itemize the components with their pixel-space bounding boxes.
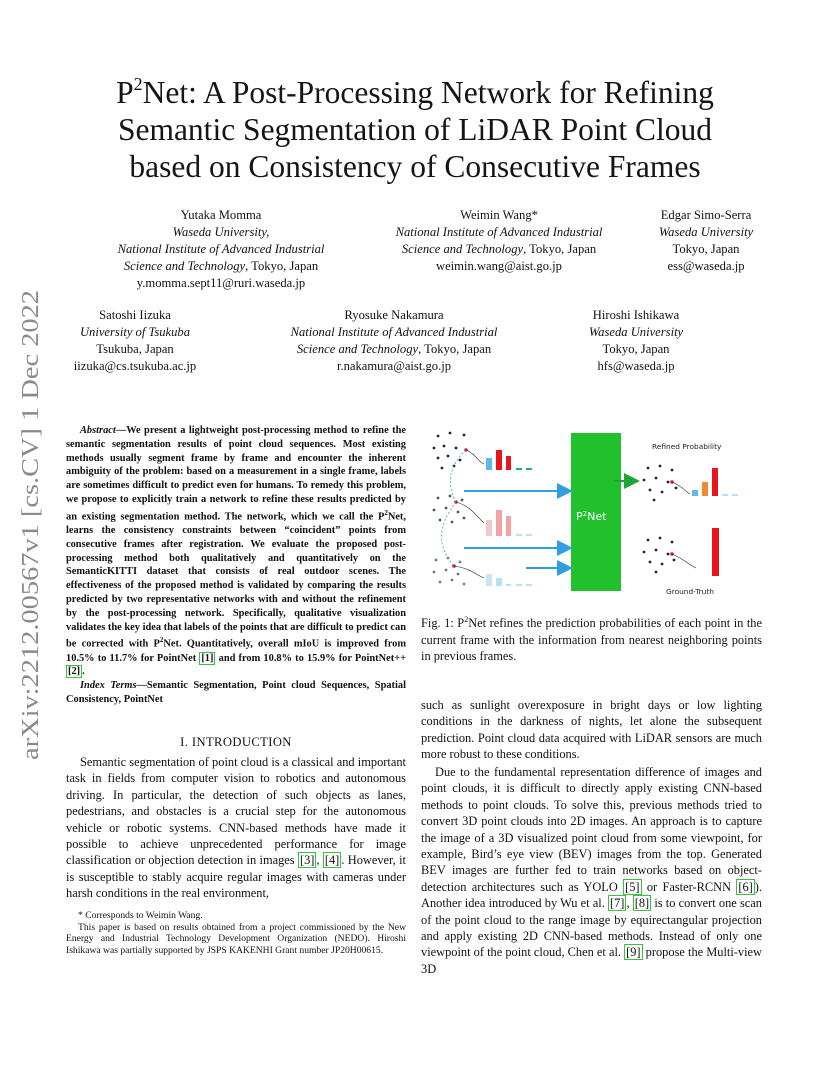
author-location: Tokyo, Japan <box>602 342 670 356</box>
body-text: , <box>626 896 633 911</box>
prob-bars-2 <box>486 510 532 536</box>
body-text: . However, it is susceptible to stably acquire regular images with cameras under harsh conditions in the real environment, <box>66 853 406 901</box>
refined-probability-label: Refined Probability <box>652 442 722 451</box>
figure-caption <box>421 612 762 664</box>
index-terms-label: Index Terms <box>80 680 137 692</box>
author-affiliation: Waseda University <box>658 225 754 239</box>
title-sup: 2 <box>133 74 143 94</box>
author-block-5 <box>272 307 516 375</box>
author-affiliation: National Institute of Advanced Industrial <box>117 242 325 256</box>
citation-link[interactable]: [6] <box>738 879 753 894</box>
author-block-6 <box>566 307 706 375</box>
intro-paragraph-right-2 <box>421 764 762 977</box>
author-affiliation: National Institute of Advanced Industrial <box>395 225 603 239</box>
citation-link[interactable]: [2] <box>68 666 81 678</box>
abstract-text: and from 10.8% to 15.9% for PointNet++ <box>215 652 407 664</box>
author-block-4 <box>60 307 210 375</box>
author-block-3 <box>638 207 774 275</box>
point-cloud-frame-2 <box>433 495 466 524</box>
caption-sup: 2 <box>464 615 469 624</box>
ground-truth-point-cloud <box>643 537 676 574</box>
author-affiliation: University of Tsukuba <box>79 325 191 339</box>
citation-link[interactable]: [7] <box>609 896 625 911</box>
leader-line <box>466 450 484 464</box>
prob-bars-1 <box>486 450 532 470</box>
author-email: iizuka@cs.tsukuba.ac.jp <box>73 359 197 373</box>
body-text: or Faster-RCNN <box>641 879 737 894</box>
author-affiliation: Waseda University <box>588 325 684 339</box>
title-line-3: based on Consistency of Consecutive Frames <box>129 149 701 184</box>
author-block-2 <box>378 207 620 275</box>
abstract-label: Abstract <box>80 425 116 436</box>
author-affiliation: Science and Technology <box>123 259 246 273</box>
author-name: Edgar Simo-Serra <box>660 208 752 222</box>
abstract <box>66 424 406 707</box>
prob-bars-3 <box>486 574 532 586</box>
citation-link[interactable]: [3] <box>299 853 315 868</box>
correspondence-line <box>442 502 457 566</box>
author-location: , Tokyo, Japan <box>523 242 597 256</box>
author-affiliation: Science and Technology <box>296 342 419 356</box>
body-text: Due to the fundamental representation difference of images and point clouds, it is difficult to directly apply existing CNN-based methods to point clouds. To solve this, previous methods tried to convert 3D point clouds into 2D images. An approach is to capture the image of a 3D visualized point cloud from some viewpoint, for example, Bird’s eye view (BEV) images from the top. Generated BEV images are further fed to train networks based on object-detection architectures such as YOLO <box>421 765 762 894</box>
correspondence-line <box>450 450 466 502</box>
citation-link[interactable]: [5] <box>625 879 640 894</box>
author-email: y.momma.sept11@ruri.waseda.jp <box>136 276 306 290</box>
title-line-2: Semantic Segmentation of LiDAR Point Cloud <box>117 112 713 147</box>
paper-title <box>60 74 770 185</box>
author-name: Yutaka Momma <box>180 208 262 222</box>
author-name: Hiroshi Ishikawa <box>592 308 680 322</box>
author-name: Satoshi Iizuka <box>99 308 171 322</box>
ground-truth-label: Ground-Truth <box>666 587 714 596</box>
author-block-1 <box>100 207 342 292</box>
author-affiliation: Waseda University, <box>172 225 270 239</box>
footnote-funding: This paper is based on results obtained from a project commissioned by the New Energy and Industrial Technology Development Organization (NEDO). Hiroshi Ishikawa was partially supported by JSPS KAKENHI Grant number JP20H00615. <box>66 921 406 956</box>
index-terms-text: —Semantic Segmentation, Point cloud Sequences, Spatial Consistency, PointNet <box>66 680 406 706</box>
author-email: r.nakamura@aist.go.jp <box>336 359 452 373</box>
footnote-correspondence: * Corresponds to Weimin Wang. <box>78 910 203 921</box>
title-line-1: Net: A Post-Processing Network for Refining <box>142 75 714 110</box>
citation-link[interactable]: [4] <box>324 853 340 868</box>
intro-paragraph-left <box>66 754 406 902</box>
author-email: weimin.wang@aist.go.jp <box>436 259 562 273</box>
author-location: , Tokyo, Japan <box>418 342 492 356</box>
author-email: ess@waseda.jp <box>667 259 745 273</box>
author-location: Tsukuba, Japan <box>96 342 174 356</box>
abstract-sup: 2 <box>159 636 164 645</box>
abstract-sup: 2 <box>384 508 388 517</box>
point-cloud-frame-3 <box>433 557 466 586</box>
body-text: ). Another idea introduced by Wu et al. <box>421 879 762 911</box>
point-cloud-frame-1 <box>433 432 466 470</box>
body-text: Semantic segmentation of point cloud is a classical and important task in fields from computer vision to robotics and autonomous driving. In particular, the detection of such objects as lanes, pedestrians, and obstacles is a crucial step for the autonomous vehicle or robotic systems. CNN-based methods have made it possible to achieve unprecedented performance for image classification or objection detection in images <box>66 755 406 868</box>
citation-link[interactable]: [9] <box>626 945 641 960</box>
abstract-text: . <box>82 666 85 678</box>
network-label: $P^2Net$ <box>576 510 607 523</box>
intro-paragraph-right-1: such as sunlight overexposure in bright days or low lighting conditions in the darkness of nights, let alone the subsequent prediction. Point cloud data acquired with LiDAR sensors are much more robust to these conditions. <box>421 698 762 762</box>
figure-1 <box>426 428 762 598</box>
leader-line <box>456 502 484 523</box>
caption-text: Net refines the prediction probabilities of each point in the current frame with the information from nearest neighboring points in previous frames. <box>421 616 762 663</box>
leader-line <box>672 554 696 568</box>
title-p: P <box>116 75 134 110</box>
author-location: Tokyo, Japan <box>672 242 740 256</box>
body-text: propose the Multi-view 3D <box>421 945 762 976</box>
citation-link[interactable]: [8] <box>634 896 650 911</box>
body-text: , <box>316 853 323 868</box>
ground-truth-bar <box>712 528 719 576</box>
refined-bars <box>692 468 738 496</box>
author-name: Weimin Wang* <box>460 208 538 222</box>
leader-line <box>454 566 484 578</box>
arxiv-stamp <box>8 290 48 760</box>
arxiv-stamp-text: arXiv:2212.00567v1 [cs.CV] 1 Dec 2022 <box>17 354 44 760</box>
abstract-text: —We present a lightweight post-processing method to refine the semantic segmentation results of point cloud sequences. Most existing methods usually segment frame by frame and encounter the inherent ambiguity of the problem: based on a measurement in a single frame, labels are sometimes difficult to predict even for humans. To remedy this problem, we propose to explicitly train a network to refine these results predicted by an existing segmentation method. The network, which we call the P <box>66 425 406 523</box>
footnote <box>66 910 406 956</box>
author-affiliation: National Institute of Advanced Industrial <box>290 325 498 339</box>
author-affiliation: Science and Technology <box>401 242 524 256</box>
section-heading: I. INTRODUCTION <box>180 735 292 749</box>
abstract-text: Net. Quantitatively, overall mIoU is improved from 10.5% to 11.7% for PointNet <box>66 638 406 664</box>
author-location: , Tokyo, Japan <box>245 259 319 273</box>
caption-text: Fig. 1: P <box>421 616 465 631</box>
author-name: Ryosuke Nakamura <box>344 308 444 322</box>
body-text: is to convert one scan of the point cloud to the range image by equirectangular projection and apply existing 2D CNN-based methods. Instead of only one viewpoint of the point cloud, Chen et al. <box>421 896 763 960</box>
abstract-text: Net, learns the consistency constraints between “coincident” points from consecutive frames after registration. We evaluate the proposed post-processing method both qualitatively and quantitatively on the SemanticKITTI dataset that consists of real outdoor scenes. The effectiveness of the proposed method is validated by comparing the results predicted by two representative networks with and without the refinement by the post-processing network. Specifically, qualitative visualization validates the key idea that labels of the points that are difficult to predict can be corrected with P <box>66 511 406 650</box>
author-email: hfs@waseda.jp <box>597 359 675 373</box>
citation-link[interactable]: [1] <box>201 652 214 664</box>
